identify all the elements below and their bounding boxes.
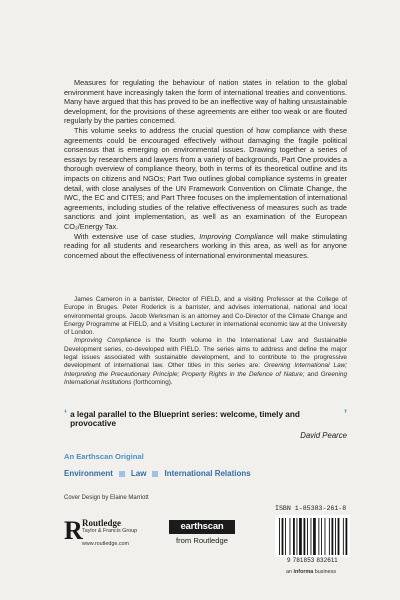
barcode-bars-icon [275, 515, 350, 557]
description-paragraph-2: This volume seeks to address the crucial question of how compliance with these agreements could be encouraged effectively without damaging the fragile political consensus that is emerging on environmental issues. Drawing together a series of essays by researchers and lawyers from a variety of backgrounds, Part One provides a thorough overview of compliance theory, both in terms of its theoretical outline and its impacts on citizens and NGOs; Part Two outlines global compliance systems in greater detail, with close analyses of the UN Framework Convention on Climate Change, the IWC, the EC and CITES; and Part Three focuses on the implementation of international agreements, including studies of the relative effectiveness of measures such as trade sanctions and joint implementation, as well as an examination of the European CO₂/Energy Tax. [64, 125, 347, 231]
isbn: ISBN 1-85383-261-8 [275, 505, 347, 512]
routledge-r-icon: R [64, 516, 83, 545]
description-paragraph-3 [64, 232, 347, 261]
book-title-inline: Improving Compliance [199, 231, 274, 241]
barcode-number: 9 781853 832611 [287, 558, 338, 564]
informa-tag [286, 569, 336, 575]
publisher-name: Routledge [82, 518, 121, 528]
subject-international-relations: International Relations [164, 469, 251, 478]
barcode [275, 515, 350, 557]
cover-design-credit: Cover Design by Elaine Marriott [64, 495, 149, 501]
earthscan-logo [169, 520, 235, 545]
publisher-url: www.routledge.com [82, 541, 130, 547]
earthscan-wordmark: earthscan [169, 520, 235, 534]
square-bullet-icon [119, 471, 125, 477]
series-description: is the fourth volume in the International Law and Sustainable Development series, co-developed with FIELD. The series aims to address and define the major legal issues associated with sustainable development, and to contribute to the progressive development of international law. Other titles in this series are: [64, 337, 347, 370]
series-last-title: Greening International Institutions [64, 370, 347, 386]
series-and: and [304, 370, 321, 378]
paragraph-3-rest: will make stimulating reading for all students and researchers working in this area, as well as for anyone concerned about the effectiveness of international environmental measures. [64, 231, 347, 260]
description-paragraph-1: Measures for regulating the behaviour of nation states in relation to the global environment have increasingly taken the form of international treaties and conventions. Many have argued that this has proved to be an ineffective way of halting unsustainable development, for the provisions of these agreements are either too weak or are flouted regularly by the parties concerned. [64, 78, 348, 126]
subject-environment: Environment [64, 469, 113, 478]
close-quote-mark: ’ [343, 408, 347, 420]
square-bullet-icon [152, 471, 158, 477]
quote-attribution: David Pearce [300, 431, 347, 440]
book-description [64, 78, 347, 260]
series-forthcoming: (forthcoming). [131, 378, 173, 386]
informa-post: business [313, 569, 337, 575]
author-bios [64, 296, 347, 387]
author-bio-paragraph: James Cameron in a barrister, Director of FIELD, and a visiting Professor at the College of Europe in Bruges. Peter Roderick is a barrister, and advises international, national and local environmental groups. Jacob Werksman is an attorney and Co-Director of the Climate Change and Energy Programme at FIELD, and a Visiting Lecturer in international economic law at the University of London. [64, 296, 347, 337]
series-paragraph [64, 337, 347, 387]
endorsement-quote [64, 410, 347, 440]
publisher-group: Taylor & Francis Group [82, 528, 138, 534]
subject-list [64, 469, 251, 478]
open-quote-mark: ‘ [64, 408, 68, 420]
series-other-titles: Greening International Law; Interpreting the Precautionary Principle; Property Rights in the Defence of Nature; [64, 362, 348, 378]
earthscan-from-routledge: from Routledge [176, 536, 228, 545]
routledge-wordmark [82, 519, 137, 548]
series-book-title: Improving Compliance [74, 337, 141, 345]
paragraph-3-intro: With extensive use of case studies, [74, 231, 200, 241]
earthscan-original-label: An Earthscan Original [64, 452, 144, 461]
informa-brand: informa [293, 569, 314, 575]
quote-line [64, 410, 347, 428]
subject-law: Law [130, 469, 147, 478]
quote-text: a legal parallel to the Blueprint series: welcome, timely and provocative [70, 410, 300, 428]
informa-pre: an [286, 569, 294, 575]
routledge-logo [64, 516, 138, 548]
